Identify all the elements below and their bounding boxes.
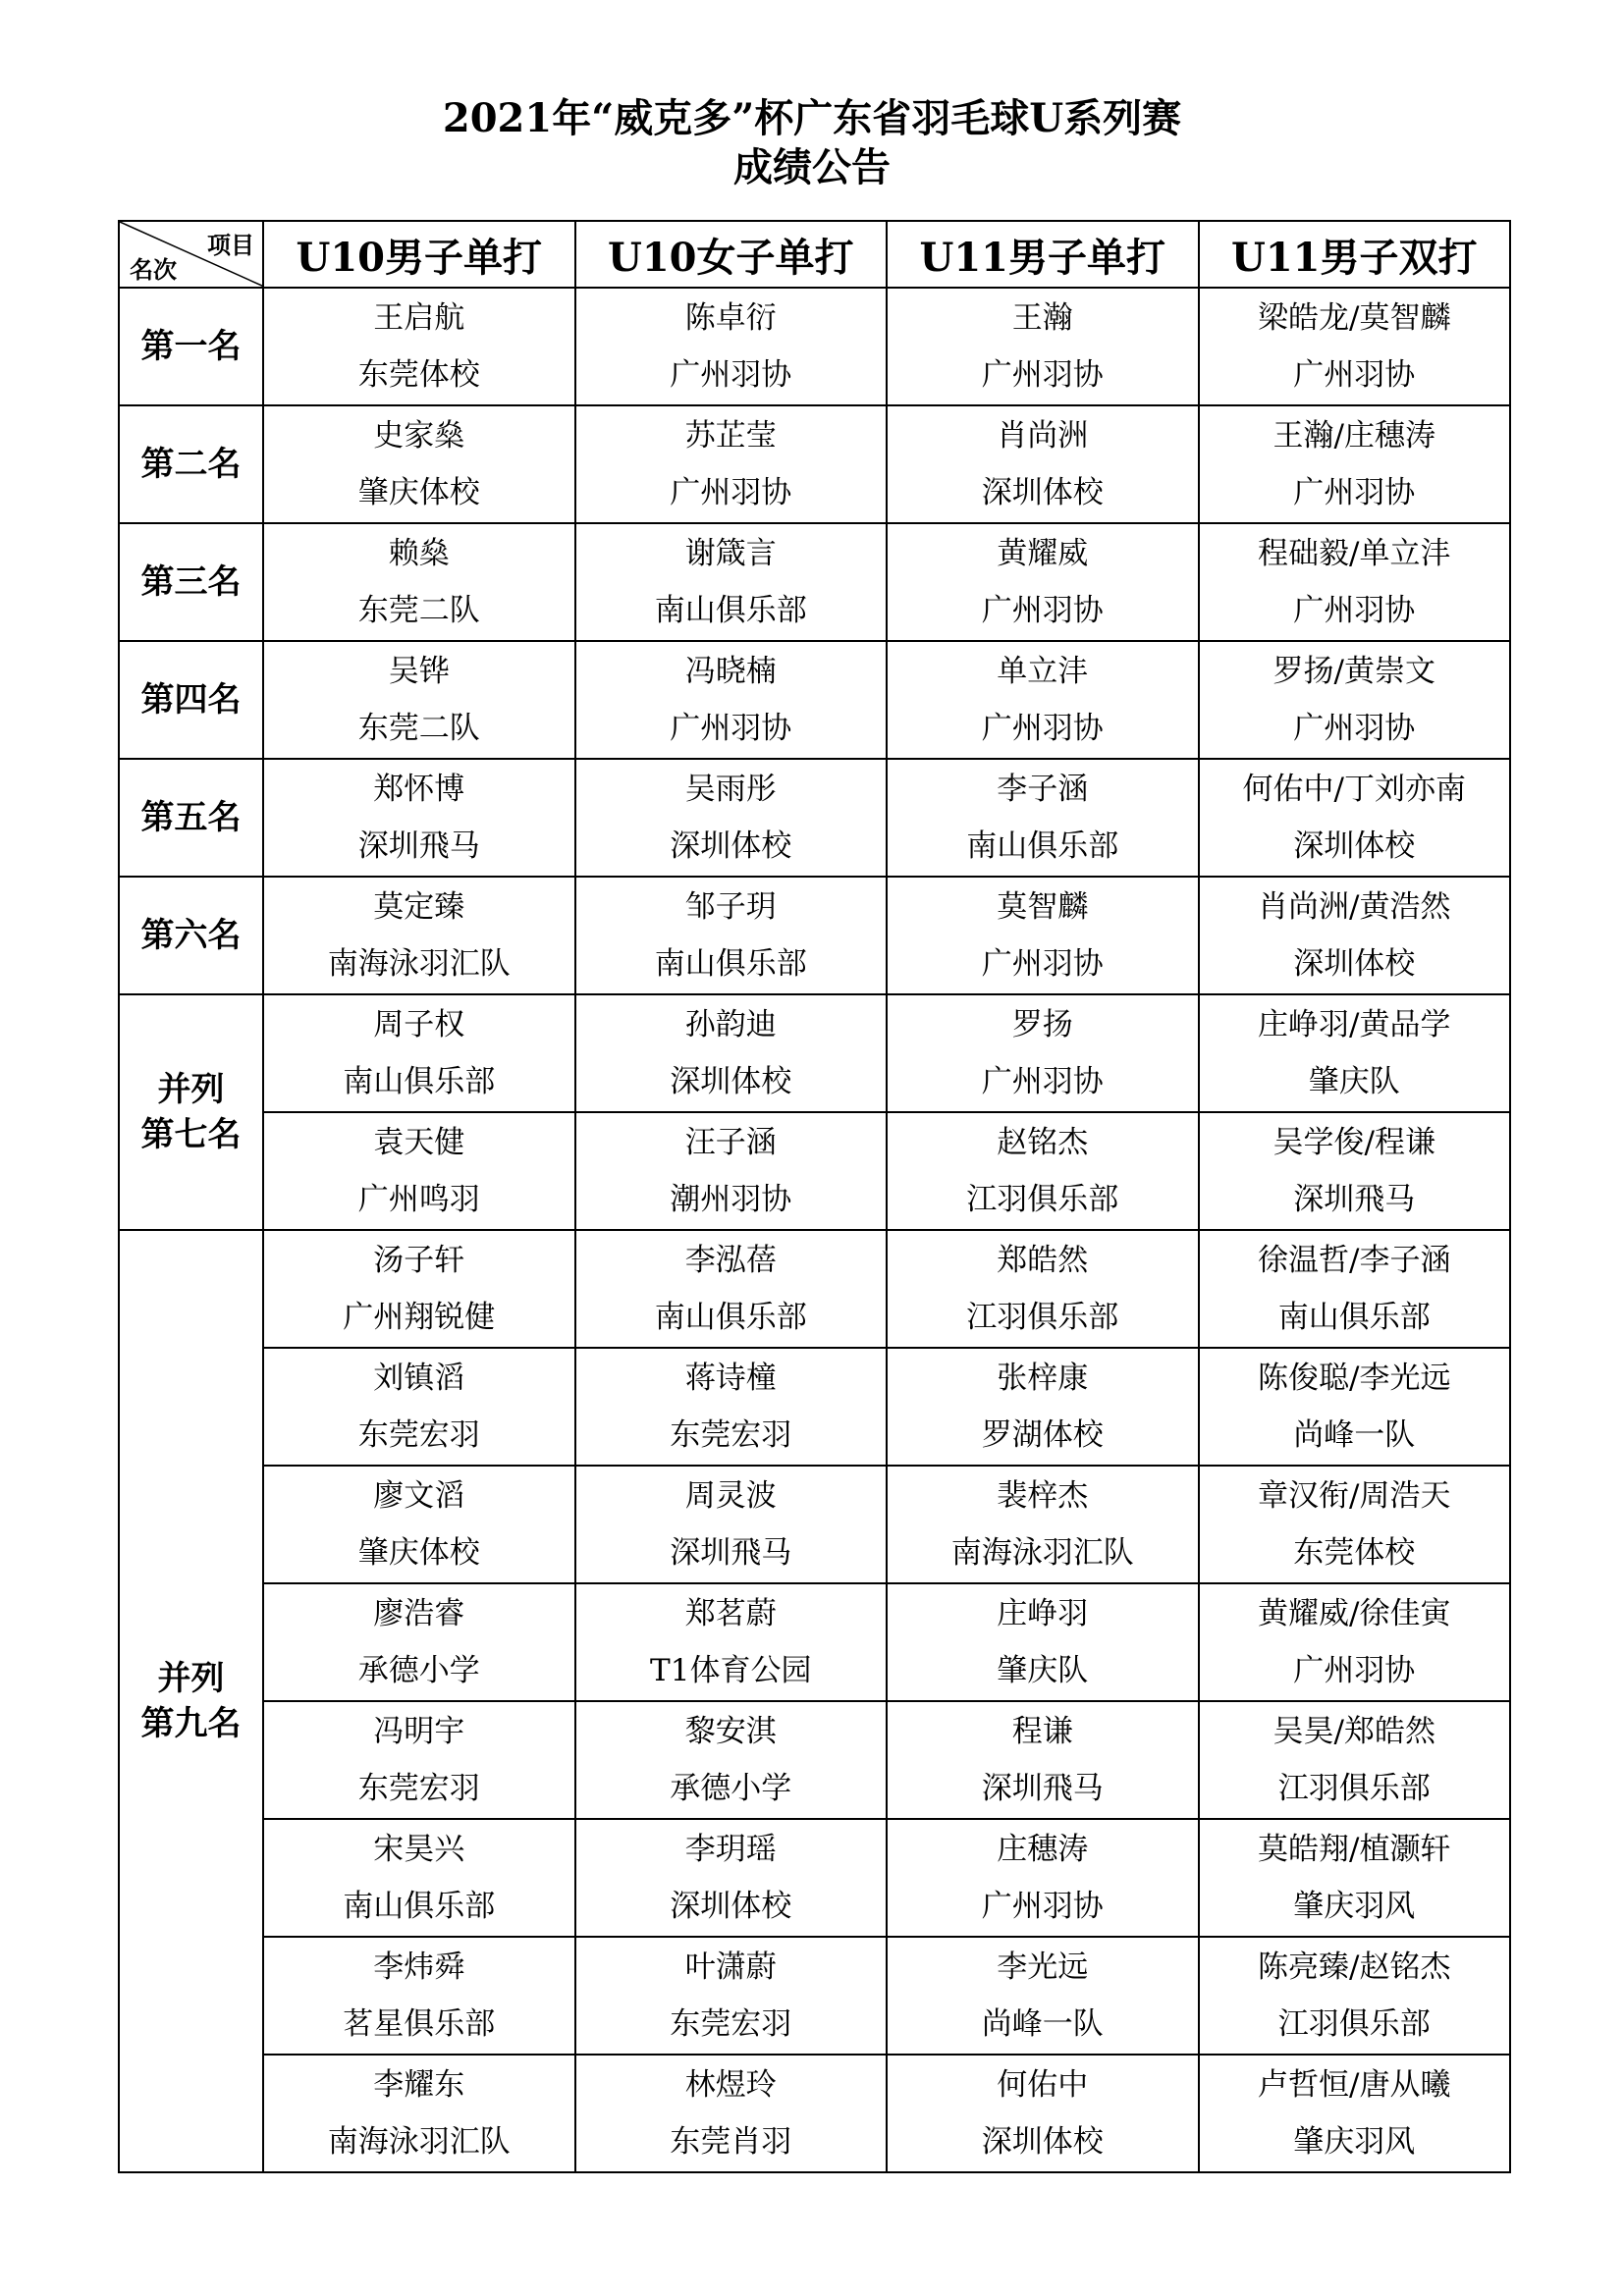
club-name: 肇庆队: [997, 1653, 1089, 1688]
player-name: 陈俊聪/李光远: [1258, 1361, 1451, 1396]
entry-cell: [887, 2055, 1199, 2172]
entry-cell: [575, 1937, 888, 2055]
club-name: 东莞体校: [357, 357, 480, 393]
entry-cell: [887, 1230, 1199, 1348]
club-name: 江羽俱乐部: [1277, 1771, 1431, 1806]
club-name: 东莞体校: [1293, 1535, 1416, 1571]
entry-cell: [887, 641, 1199, 759]
club-name: 承德小学: [670, 1771, 792, 1806]
rank-label: 第一名: [140, 327, 242, 366]
club-name: 南海泳羽汇队: [327, 946, 511, 982]
club-name: 东莞宏羽: [670, 2006, 792, 2042]
column-header: U11男子单打: [887, 221, 1199, 288]
club-name: 深圳体校: [670, 1889, 792, 1924]
corner-rank-label: 名次: [130, 255, 177, 284]
table-row: [119, 405, 1510, 523]
player-name: 何佑中: [997, 2067, 1089, 2103]
table-row: [119, 1819, 1510, 1937]
player-name: 郑皓然: [997, 1243, 1089, 1278]
club-name: 东莞肖羽: [670, 2124, 792, 2160]
table-row: [119, 2055, 1510, 2172]
entry-cell: [575, 1230, 888, 1348]
entry-cell: [575, 1701, 888, 1819]
club-name: 深圳体校: [981, 2124, 1104, 2160]
entry-cell: [575, 759, 888, 877]
entry-cell: [887, 759, 1199, 877]
player-name: 陈亮臻/赵铭杰: [1258, 1949, 1451, 1985]
player-name: 肖尚洲: [997, 418, 1089, 454]
player-name: 梁皓龙/莫智麟: [1258, 300, 1451, 336]
player-name: 章汉衔/周浩天: [1258, 1478, 1451, 1514]
club-name: 广州羽协: [1293, 357, 1416, 393]
club-name: 广州羽协: [1293, 1653, 1416, 1688]
entry-cell: [263, 405, 575, 523]
entry-cell: [1199, 1230, 1511, 1348]
club-name: 深圳飛马: [1293, 1182, 1416, 1217]
player-name: 汪子涵: [684, 1125, 777, 1160]
rank-cell: [119, 1230, 263, 2172]
player-name: 叶潇蔚: [684, 1949, 777, 1985]
club-name: 广州羽协: [670, 357, 792, 393]
entry-cell: [1199, 877, 1511, 994]
entry-cell: [575, 641, 888, 759]
player-name: 李耀东: [373, 2067, 465, 2103]
entry-cell: [887, 1937, 1199, 2055]
player-name: 廖文滔: [373, 1478, 465, 1514]
entry-cell: [263, 1112, 575, 1230]
column-header: U10男子单打: [263, 221, 575, 288]
entry-cell: [575, 288, 888, 405]
club-name: 广州翔锐健: [343, 1300, 496, 1335]
player-name: 赖燊: [388, 536, 450, 571]
column-header: U11男子双打: [1199, 221, 1511, 288]
entry-cell: [575, 1112, 888, 1230]
player-name: 王瀚/庄穗涛: [1272, 418, 1435, 454]
player-name: 刘镇滔: [373, 1361, 465, 1396]
table-row: [119, 1466, 1510, 1583]
table-row: [119, 1112, 1510, 1230]
player-name: 罗扬: [1011, 1007, 1073, 1042]
entry-cell: [887, 1466, 1199, 1583]
table-row: [119, 1937, 1510, 2055]
corner-cell: [119, 221, 263, 288]
entry-cell: [887, 877, 1199, 994]
entry-cell: [263, 994, 575, 1112]
player-name: 赵铭杰: [997, 1125, 1089, 1160]
player-name: 莫皓翔/植灏轩: [1258, 1832, 1451, 1867]
club-name: 广州羽协: [1293, 593, 1416, 628]
entry-cell: [1199, 1112, 1511, 1230]
entry-cell: [887, 994, 1199, 1112]
club-name: 罗湖体校: [981, 1417, 1104, 1453]
player-name: 黄耀威: [997, 536, 1089, 571]
entry-cell: [575, 994, 888, 1112]
rank-cell: [119, 405, 263, 523]
rank-label: 并列 第七名: [140, 1070, 242, 1154]
player-name: 徐温哲/李子涵: [1258, 1243, 1451, 1278]
player-name: 冯明宇: [373, 1714, 465, 1749]
club-name: 南山俱乐部: [343, 1889, 496, 1924]
club-name: 肇庆队: [1308, 1064, 1400, 1099]
column-header: U10女子单打: [575, 221, 888, 288]
header-row: [119, 221, 1510, 288]
rank-cell: [119, 759, 263, 877]
table-row: [119, 994, 1510, 1112]
results-body: [119, 288, 1510, 2172]
entry-cell: [1199, 405, 1511, 523]
player-name: 孙韵迪: [684, 1007, 777, 1042]
entry-cell: [1199, 1819, 1511, 1937]
rank-label: 第二名: [140, 445, 242, 484]
club-name: 深圳体校: [1293, 946, 1416, 982]
player-name: 谢箴言: [684, 536, 777, 571]
rank-label: 第四名: [140, 680, 242, 720]
club-name: 东莞宏羽: [357, 1417, 480, 1453]
player-name: 吴学俊/程谦: [1272, 1125, 1435, 1160]
club-name: 深圳飛马: [981, 1771, 1104, 1806]
table-row: [119, 523, 1510, 641]
club-name: 肇庆体校: [357, 1535, 480, 1571]
club-name: 南海泳羽汇队: [327, 2124, 511, 2160]
entry-cell: [1199, 523, 1511, 641]
club-name: 广州羽协: [670, 475, 792, 510]
player-name: 张梓康: [997, 1361, 1089, 1396]
entry-cell: [575, 1466, 888, 1583]
entry-cell: [1199, 1348, 1511, 1466]
rank-cell: [119, 877, 263, 994]
club-name: 南山俱乐部: [654, 946, 807, 982]
club-name: 江羽俱乐部: [966, 1300, 1119, 1335]
player-name: 何佑中/丁刘亦南: [1242, 772, 1466, 807]
player-name: 莫定臻: [373, 889, 465, 925]
player-name: 冯晓楠: [684, 654, 777, 689]
club-name: 承德小学: [357, 1653, 480, 1688]
entry-cell: [263, 2055, 575, 2172]
player-name: 李光远: [997, 1949, 1089, 1985]
entry-cell: [575, 1819, 888, 1937]
player-name: 吴雨彤: [684, 772, 777, 807]
table-row: [119, 1583, 1510, 1701]
table-row: [119, 1701, 1510, 1819]
entry-cell: [887, 1348, 1199, 1466]
club-name: 茗星俱乐部: [343, 2006, 496, 2042]
player-name: 裴梓杰: [997, 1478, 1089, 1514]
player-name: 李子涵: [997, 772, 1089, 807]
player-name: 庄峥羽/黄品学: [1258, 1007, 1451, 1042]
player-name: 王瀚: [1011, 300, 1073, 336]
entry-cell: [263, 1583, 575, 1701]
rank-label: 并列 第九名: [140, 1659, 242, 1743]
player-name: 李炜舜: [373, 1949, 465, 1985]
club-name: 东莞宏羽: [670, 1417, 792, 1453]
rank-cell: [119, 288, 263, 405]
club-name: 深圳体校: [670, 828, 792, 864]
club-name: 深圳体校: [1293, 828, 1416, 864]
club-name: 潮州羽协: [670, 1182, 792, 1217]
club-name: 南山俱乐部: [343, 1064, 496, 1099]
entry-cell: [263, 1230, 575, 1348]
player-name: 程谦: [1011, 1714, 1073, 1749]
entry-cell: [1199, 641, 1511, 759]
results-table: [118, 220, 1511, 2173]
document-title: 2021年“威克多”杯广东省羽毛球U系列赛: [442, 95, 1182, 141]
entry-cell: [263, 1466, 575, 1583]
club-name: 深圳体校: [981, 475, 1104, 510]
entry-cell: [887, 405, 1199, 523]
club-name: 东莞宏羽: [357, 1771, 480, 1806]
entry-cell: [887, 1819, 1199, 1937]
entry-cell: [575, 405, 888, 523]
club-name: 广州羽协: [981, 711, 1104, 746]
club-name: 南山俱乐部: [966, 828, 1119, 864]
entry-cell: [263, 288, 575, 405]
player-name: 卢哲恒/唐从曦: [1258, 2067, 1451, 2103]
club-name: 广州羽协: [1293, 711, 1416, 746]
club-name: 肇庆体校: [357, 475, 480, 510]
entry-cell: [887, 1701, 1199, 1819]
player-name: 吴昊/郑皓然: [1272, 1714, 1435, 1749]
entry-cell: [1199, 1937, 1511, 2055]
player-name: 罗扬/黄崇文: [1272, 654, 1435, 689]
player-name: 陈卓衍: [684, 300, 777, 336]
player-name: 庄峥羽: [997, 1596, 1089, 1631]
club-name: 尚峰一队: [1293, 1417, 1416, 1453]
entry-cell: [887, 523, 1199, 641]
player-name: 廖浩睿: [373, 1596, 465, 1631]
club-name: T1体育公园: [650, 1653, 812, 1688]
player-name: 周灵波: [684, 1478, 777, 1514]
entry-cell: [1199, 1583, 1511, 1701]
club-name: 广州羽协: [981, 357, 1104, 393]
player-name: 宋昊兴: [373, 1832, 465, 1867]
player-name: 李泓蓓: [684, 1243, 777, 1278]
club-name: 深圳飛马: [670, 1535, 792, 1571]
rank-label: 第六名: [140, 916, 242, 955]
entry-cell: [575, 877, 888, 994]
player-name: 王启航: [373, 300, 465, 336]
rank-label: 第三名: [140, 562, 242, 602]
player-name: 单立沣: [997, 654, 1089, 689]
entry-cell: [1199, 759, 1511, 877]
player-name: 邹子玥: [684, 889, 777, 925]
club-name: 尚峰一队: [981, 2006, 1104, 2042]
club-name: 深圳飛马: [357, 828, 480, 864]
document-subtitle: 成绩公告: [733, 144, 891, 190]
club-name: 东莞二队: [357, 711, 480, 746]
entry-cell: [575, 523, 888, 641]
player-name: 苏芷莹: [684, 418, 777, 454]
table-row: [119, 641, 1510, 759]
entry-cell: [1199, 1466, 1511, 1583]
entry-cell: [263, 1819, 575, 1937]
player-name: 郑茗蔚: [684, 1596, 777, 1631]
entry-cell: [1199, 2055, 1511, 2172]
player-name: 程础毅/单立沣: [1258, 536, 1451, 571]
club-name: 江羽俱乐部: [1277, 2006, 1431, 2042]
player-name: 庄穗涛: [997, 1832, 1089, 1867]
entry-cell: [263, 877, 575, 994]
entry-cell: [887, 1583, 1199, 1701]
rank-cell: [119, 994, 263, 1230]
entry-cell: [1199, 288, 1511, 405]
entry-cell: [263, 1937, 575, 2055]
club-name: 肇庆羽风: [1293, 1889, 1416, 1924]
entry-cell: [263, 759, 575, 877]
table-row: [119, 759, 1510, 877]
player-name: 史家燊: [373, 418, 465, 454]
rank-label: 第五名: [140, 798, 242, 837]
player-name: 肖尚洲/黄浩然: [1258, 889, 1451, 925]
table-row: [119, 1348, 1510, 1466]
player-name: 袁天健: [373, 1125, 465, 1160]
entry-cell: [263, 1348, 575, 1466]
club-name: 东莞二队: [357, 593, 480, 628]
player-name: 蒋诗橦: [684, 1361, 777, 1396]
entry-cell: [263, 523, 575, 641]
club-name: 南山俱乐部: [1277, 1300, 1431, 1335]
entry-cell: [887, 288, 1199, 405]
club-name: 广州羽协: [1293, 475, 1416, 510]
entry-cell: [1199, 994, 1511, 1112]
club-name: 广州羽协: [670, 711, 792, 746]
club-name: 南山俱乐部: [654, 593, 807, 628]
club-name: 广州羽协: [981, 1064, 1104, 1099]
entry-cell: [575, 1583, 888, 1701]
player-name: 汤子轩: [373, 1243, 465, 1278]
player-name: 莫智麟: [997, 889, 1089, 925]
entry-cell: [263, 1701, 575, 1819]
entry-cell: [575, 2055, 888, 2172]
player-name: 周子权: [373, 1007, 465, 1042]
entry-cell: [263, 641, 575, 759]
player-name: 黄耀威/徐佳寅: [1258, 1596, 1451, 1631]
club-name: 南山俱乐部: [654, 1300, 807, 1335]
club-name: 深圳体校: [670, 1064, 792, 1099]
player-name: 黎安淇: [684, 1714, 777, 1749]
club-name: 肇庆羽风: [1293, 2124, 1416, 2160]
rank-cell: [119, 523, 263, 641]
table-row: [119, 288, 1510, 405]
club-name: 广州羽协: [981, 1889, 1104, 1924]
entry-cell: [1199, 1701, 1511, 1819]
player-name: 林煜玲: [684, 2067, 777, 2103]
club-name: 广州羽协: [981, 946, 1104, 982]
club-name: 广州羽协: [981, 593, 1104, 628]
table-row: [119, 877, 1510, 994]
club-name: 江羽俱乐部: [966, 1182, 1119, 1217]
corner-project-label: 项目: [207, 231, 254, 259]
player-name: 吴铧: [388, 654, 450, 689]
entry-cell: [887, 1112, 1199, 1230]
player-name: 李玥瑶: [684, 1832, 777, 1867]
rank-cell: [119, 641, 263, 759]
club-name: 南海泳羽汇队: [950, 1535, 1134, 1571]
entry-cell: [575, 1348, 888, 1466]
player-name: 郑怀博: [373, 772, 465, 807]
table-row: [119, 1230, 1510, 1348]
club-name: 广州鸣羽: [357, 1182, 480, 1217]
